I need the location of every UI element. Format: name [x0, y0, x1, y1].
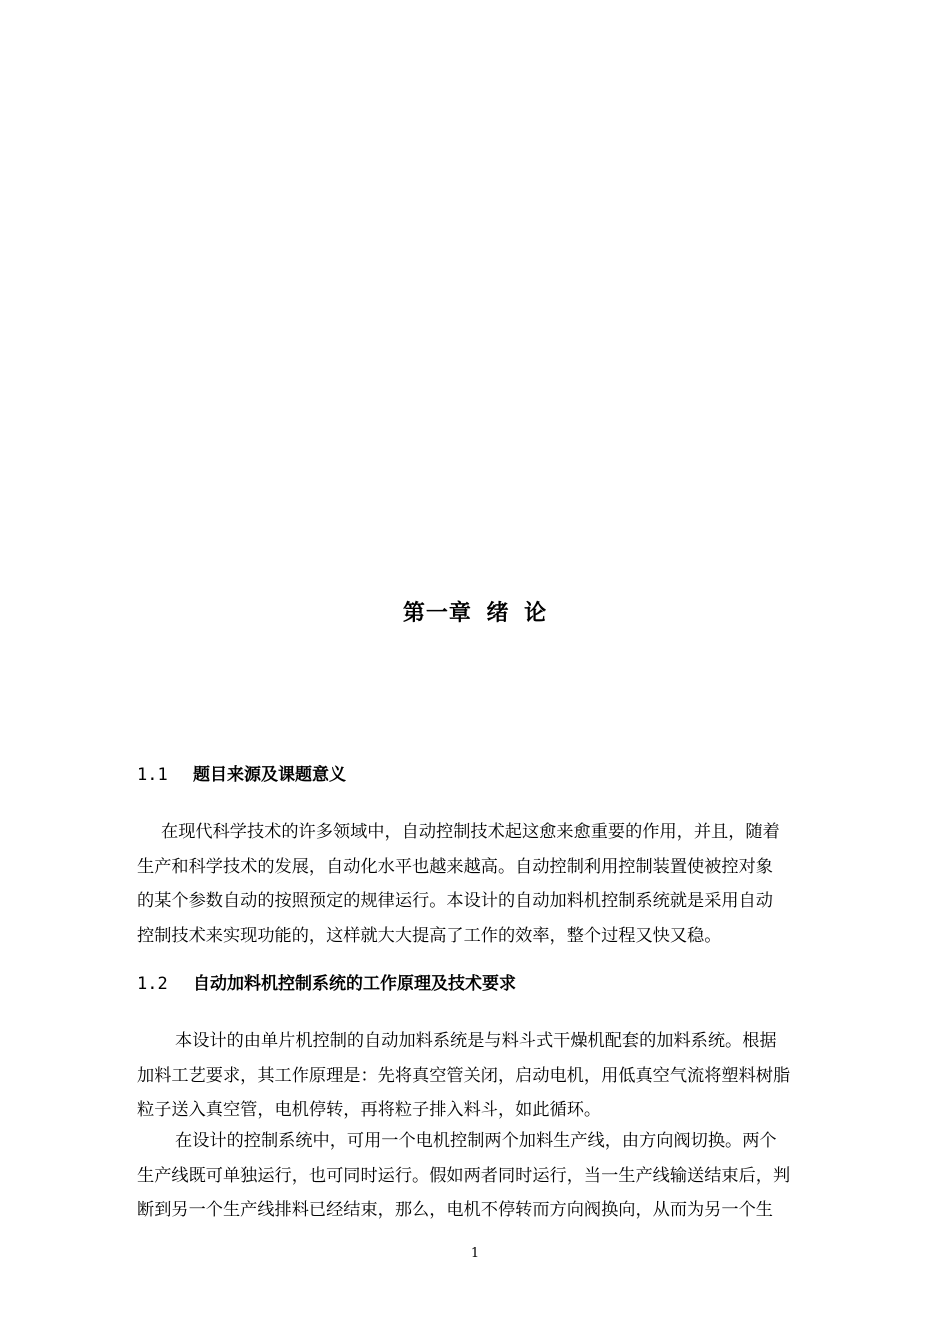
section-number: 1.1 — [137, 765, 168, 785]
paragraph-line: 在设计的控制系统中，可用一个电机控制两个加料生产线，由方向阀切换。两个 — [175, 1131, 777, 1151]
paragraph-line: 断到另一个生产线排料已经结束，那么，电机不停转而方向阀换向，从而为另一个生 — [137, 1200, 773, 1220]
paragraph-line: 在现代科学技术的许多领域中，自动控制技术起这愈来愈重要的作用，并且，随着 — [161, 822, 780, 842]
paragraph-line: 粒子送入真空管，电机停转，再将粒子排入料斗，如此循环。 — [137, 1100, 602, 1120]
paragraph-line: 的某个参数自动的按照预定的规律运行。本设计的自动加料机控制系统就是采用自动 — [137, 891, 773, 911]
paragraph-line: 加料工艺要求，其工作原理是：先将真空管关闭，启动电机，用低真空气流将塑料树脂 — [137, 1065, 791, 1086]
chapter-title: 第一章 绪 论 — [402, 600, 548, 626]
section-title: 题目来源及课题意义 — [193, 765, 346, 785]
section-heading-1-2 — [137, 969, 516, 994]
paragraph — [137, 1124, 839, 1228]
section-heading-1-1 — [137, 760, 346, 785]
paragraph — [137, 1024, 839, 1128]
paragraph-line: 控制技术来实现功能的，这样就大大提高了工作的效率，整个过程又快又稳。 — [137, 925, 722, 946]
paragraph — [137, 815, 839, 953]
paragraph-line: 本设计的由单片机控制的自动加料系统是与料斗式干燥机配套的加料系统。根据 — [175, 1031, 777, 1051]
section-title: 自动加料机控制系统的工作原理及技术要求 — [193, 974, 516, 994]
paragraph-line: 生产线既可单独运行，也可同时运行。假如两者同时运行，当一生产线输送结束后，判 — [137, 1165, 791, 1186]
page-number: 1 — [470, 1246, 480, 1261]
section-number: 1.2 — [137, 974, 168, 994]
paragraph-line: 生产和科学技术的发展，自动化水平也越来越高。自动控制利用控制装置使被控对象 — [137, 856, 773, 877]
